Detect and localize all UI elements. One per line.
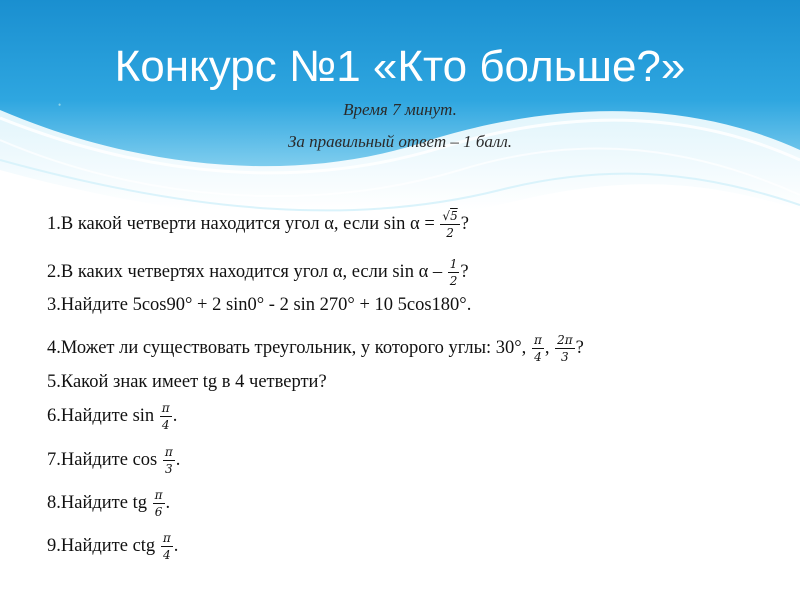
fraction-denominator: 2 [449, 274, 458, 288]
question-6-fraction [160, 402, 172, 431]
fraction-numerator: 2π [557, 333, 573, 347]
question-8-end: . [165, 492, 171, 513]
question-7-text: 7.Найдите cos [47, 449, 158, 470]
question-9-end: . [173, 535, 179, 556]
question-4-separator: , [544, 337, 550, 358]
question-1-fraction [440, 210, 459, 239]
question-3: 3.Найдите 5cos90° + 2 sin0° - 2 sin 270° + 10 5cos180°. [47, 295, 472, 315]
question-9-text: 9.Найдите ctg [47, 535, 156, 556]
question-6-end: . [172, 405, 178, 426]
question-1-text: 1.В какой четверти находится угол α, если sin α = [47, 213, 435, 234]
question-7-fraction [163, 446, 175, 475]
question-4-end: ? [575, 337, 584, 358]
fraction-denominator: 4 [162, 548, 171, 562]
question-1 [47, 210, 469, 239]
bullet-icon: • [58, 100, 62, 110]
fraction-numerator: π [164, 445, 173, 459]
question-4-fraction-2 [555, 334, 575, 363]
fraction-numerator: 1 [449, 257, 458, 271]
fraction-denominator: 2 [446, 226, 454, 240]
question-4-fraction-1 [532, 334, 544, 363]
question-9-fraction [161, 532, 173, 561]
question-9 [47, 532, 178, 561]
question-4 [47, 334, 584, 363]
fraction-denominator: 6 [154, 505, 163, 519]
fraction-numerator: 5 [450, 209, 458, 223]
sqrt-icon: √ [442, 209, 451, 223]
fraction-numerator: π [533, 333, 542, 347]
fraction-denominator: 3 [561, 350, 569, 364]
question-2 [47, 258, 469, 287]
fraction-numerator: π [161, 401, 170, 415]
question-7-end: . [175, 449, 181, 470]
score-info: За правильный ответ – 1 балл. [287, 132, 513, 151]
question-2-text: 2.В каких четвертях находится угол α, если sin α – [47, 261, 443, 282]
question-5: 5.Какой знак имеет tg в 4 четверти? [47, 372, 327, 392]
question-2-fraction [448, 258, 460, 287]
slide-title: Конкурс №1 «Кто больше?» [114, 42, 686, 91]
fraction-numerator: π [162, 531, 171, 545]
fraction-denominator: 4 [161, 418, 170, 432]
time-info: Время 7 минут. [343, 100, 457, 119]
question-8-fraction [153, 489, 165, 518]
question-2-end: ? [460, 261, 469, 282]
question-8 [47, 489, 170, 518]
question-1-end: ? [460, 213, 469, 234]
question-8-text: 8.Найдите tg [47, 492, 147, 513]
fraction-numerator: π [154, 488, 163, 502]
question-6-text: 6.Найдите sin [47, 405, 155, 426]
fraction-denominator: 4 [534, 350, 542, 364]
question-7 [47, 446, 180, 475]
question-6 [47, 402, 177, 431]
question-4-text: 4.Может ли существовать треугольник, у которого углы: 30°, [47, 337, 527, 358]
fraction-denominator: 3 [165, 462, 173, 476]
